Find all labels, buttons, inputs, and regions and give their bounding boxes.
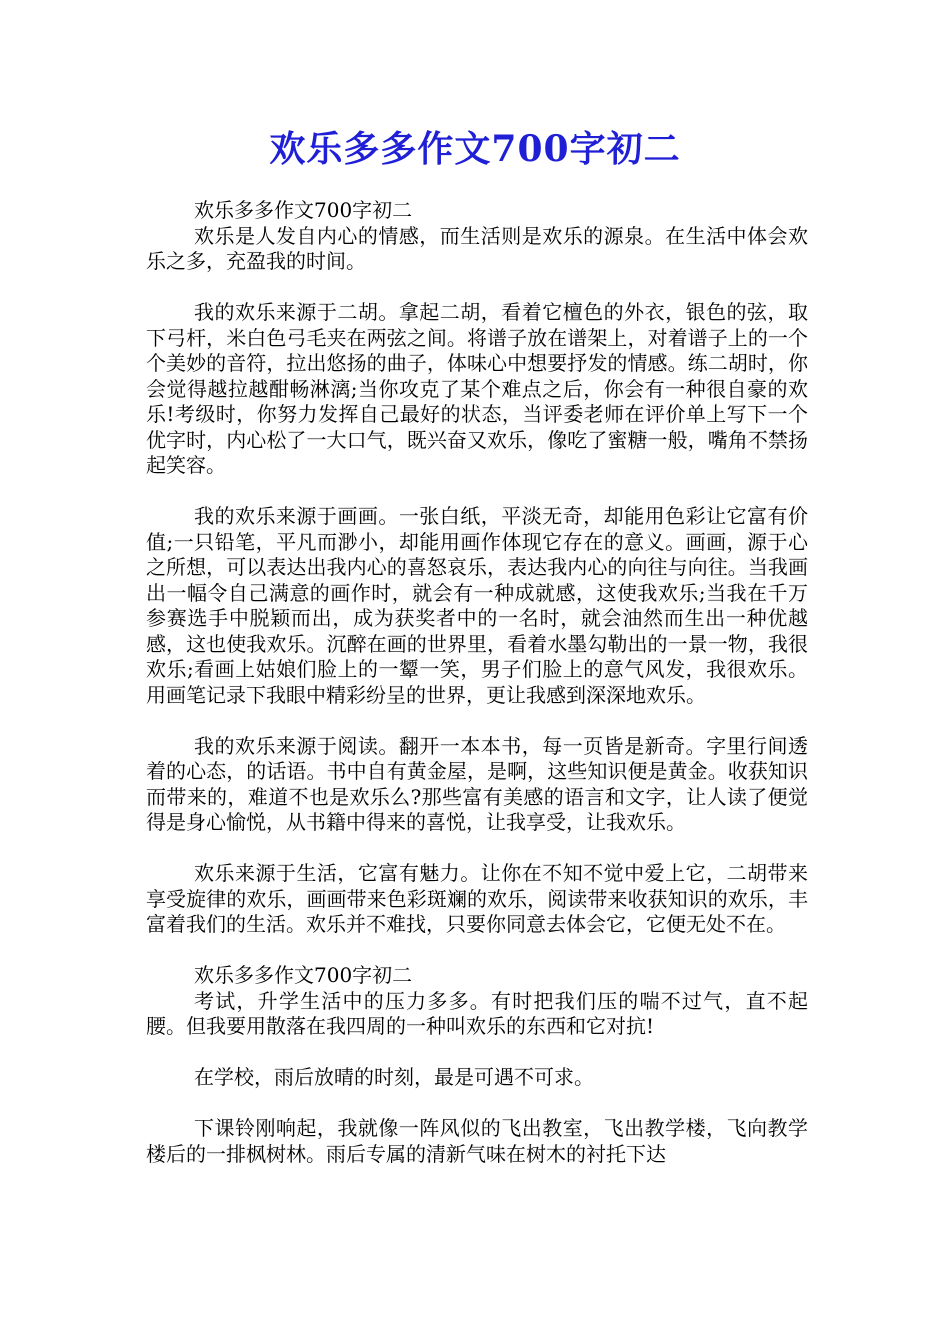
paragraph-gap (146, 836, 808, 862)
paragraph: 欢乐多多作文700字初二 (194, 963, 413, 987)
paragraph: 欢乐来源于生活，它富有魅力。让你在不知不觉中爱上它，二胡带来享受旋律的欢乐，画画带来色彩斑斓的欢乐，阅读带来收获知识的欢乐，丰富着我们的生活。欢乐并不难找，只要你同意去体会它，它便无处不在。 (146, 861, 808, 936)
paragraph: 下课铃刚响起，我就像一阵风似的飞出教室，飞出教学楼，飞向教学楼后的一排枫树林。雨后专属的清新气味在树木的衬托下达 (146, 1116, 808, 1166)
document-title: 欢乐多多作文700字初二 (269, 128, 681, 170)
paragraph: 我的欢乐来源于二胡。拿起二胡，看着它檀色的外衣，银色的弦，取下弓杆，米白色弓毛夹在两弦之间。将谱子放在谱架上，对着谱子上的一个个美妙的音符，拉出悠扬的曲子，体味心中想要抒发的情感。练二胡时，你会觉得越拉越酣畅淋漓;当你攻克了某个难点之后，你会有一种很自豪的欢乐!考级时，你努力发挥自己最好的状态，当评委老师在评价单上写下一个优字时，内心松了一大口气，既兴奋又欢乐，像吃了蜜糖一般，嘴角不禁扬起笑容。 (146, 300, 808, 477)
paragraph: 我的欢乐来源于画画。一张白纸，平淡无奇，却能用色彩让它富有价值;一只铅笔，平凡而渺小，却能用画作体现它存在的意义。画画，源于心之所想，可以表达出我内心的喜怒哀乐，表达我内心的向往与向往。当我画出一幅令自己满意的画作时，就会有一种成就感，这使我欢乐;当我在千万参赛选手中脱颖而出，成为获奖者中的一名时，就会油然而生出一种优越感，这也使我欢乐。沉醉在画的世界里，看着水墨勾勒出的一景一物，我很欢乐;看画上姑娘们脸上的一颦一笑，男子们脸上的意气风发，我很欢乐。用画笔记录下我眼中精彩纷呈的世界，更让我感到深深地欢乐。 (146, 504, 808, 707)
paragraph-gap (146, 1040, 808, 1066)
paragraph-gap (146, 479, 808, 505)
document-body (146, 198, 808, 1167)
paragraph-gap (146, 708, 808, 734)
paragraph-gap (146, 275, 808, 301)
paragraph: 欢乐是人发自内心的情感，而生活则是欢乐的源泉。在生活中体会欢乐之多，充盈我的时间。 (146, 223, 808, 273)
paragraph-gap (146, 938, 808, 964)
paragraph: 我的欢乐来源于阅读。翻开一本本书，每一页皆是新奇。字里行间透着的心态，的话语。书中自有黄金屋，是啊，这些知识便是黄金。收获知识而带来的，难道不也是欢乐么?那些富有美感的语言和文字，让人读了便觉得是身心愉悦，从书籍中得来的喜悦，让我享受，让我欢乐。 (146, 733, 808, 834)
paragraph: 考试，升学生活中的压力多多。有时把我们压的喘不过气，直不起腰。但我要用散落在我四周的一种叫欢乐的东西和它对抗! (146, 988, 808, 1038)
paragraph: 欢乐多多作文700字初二 (194, 198, 413, 222)
paragraph-gap (146, 1091, 808, 1117)
paragraph: 在学校，雨后放晴的时刻，最是可遇不可求。 (194, 1065, 594, 1089)
